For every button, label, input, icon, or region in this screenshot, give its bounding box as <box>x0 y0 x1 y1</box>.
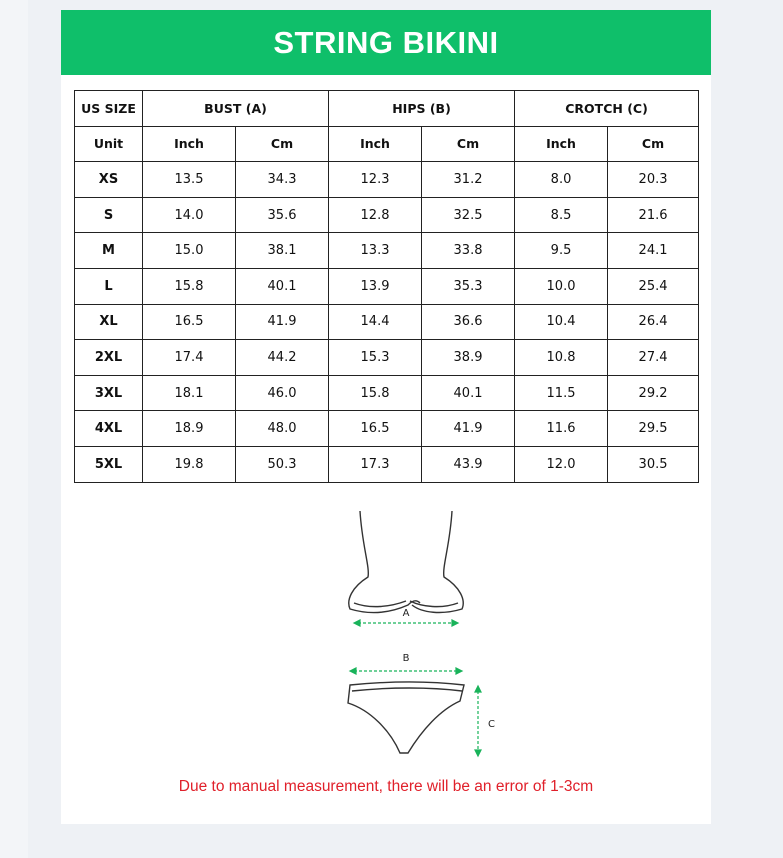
table-cell: 8.5 <box>515 197 608 233</box>
size-label: 4XL <box>75 411 143 447</box>
table-cell: 33.8 <box>422 233 515 269</box>
table-row <box>75 446 699 482</box>
table-cell: 29.2 <box>608 375 699 411</box>
bikini-measurement-diagram <box>330 505 510 765</box>
table-cell: 15.3 <box>329 340 422 376</box>
table-cell: 12.8 <box>329 197 422 233</box>
table-cell: 46.0 <box>236 375 329 411</box>
table-cell: 50.3 <box>236 446 329 482</box>
size-label: S <box>75 197 143 233</box>
unit-cell: Inch <box>329 126 422 162</box>
table-cell: 13.9 <box>329 268 422 304</box>
size-label: 3XL <box>75 375 143 411</box>
size-label: L <box>75 268 143 304</box>
size-label: M <box>75 233 143 269</box>
measure-c-icon <box>475 686 481 756</box>
table-cell: 25.4 <box>608 268 699 304</box>
table-cell: 9.5 <box>515 233 608 269</box>
table-cell: 14.4 <box>329 304 422 340</box>
table-cell: 16.5 <box>143 304 236 340</box>
table-cell: 11.5 <box>515 375 608 411</box>
unit-label: Unit <box>75 126 143 162</box>
table-row <box>75 375 699 411</box>
table-cell: 43.9 <box>422 446 515 482</box>
table-cell: 36.6 <box>422 304 515 340</box>
table-cell: 13.5 <box>143 162 236 198</box>
measure-a-icon <box>354 620 458 626</box>
table-cell: 35.3 <box>422 268 515 304</box>
table-row <box>75 162 699 198</box>
table-cell: 15.0 <box>143 233 236 269</box>
header-bust: BUST (A) <box>143 91 329 127</box>
label-c: C <box>488 719 495 730</box>
unit-cell: Cm <box>608 126 699 162</box>
table-cell: 21.6 <box>608 197 699 233</box>
table-cell: 16.5 <box>329 411 422 447</box>
measure-b-icon <box>350 668 462 674</box>
unit-cell: Inch <box>143 126 236 162</box>
table-cell: 29.5 <box>608 411 699 447</box>
table-cell: 41.9 <box>236 304 329 340</box>
table-cell: 27.4 <box>608 340 699 376</box>
unit-cell: Cm <box>236 126 329 162</box>
title-banner <box>61 10 711 75</box>
table-cell: 10.4 <box>515 304 608 340</box>
table-cell: 38.9 <box>422 340 515 376</box>
group-header-row <box>75 91 699 127</box>
table-cell: 10.0 <box>515 268 608 304</box>
table-cell: 17.3 <box>329 446 422 482</box>
table-cell: 18.9 <box>143 411 236 447</box>
table-cell: 44.2 <box>236 340 329 376</box>
unit-cell: Cm <box>422 126 515 162</box>
table-row <box>75 197 699 233</box>
table-cell: 30.5 <box>608 446 699 482</box>
table-cell: 26.4 <box>608 304 699 340</box>
table-row <box>75 340 699 376</box>
table-cell: 35.6 <box>236 197 329 233</box>
table-cell: 12.0 <box>515 446 608 482</box>
unit-row <box>75 126 699 162</box>
table-cell: 14.0 <box>143 197 236 233</box>
table-cell: 40.1 <box>236 268 329 304</box>
label-a: A <box>402 608 410 619</box>
table-cell: 31.2 <box>422 162 515 198</box>
header-hips: HIPS (B) <box>329 91 515 127</box>
table-row <box>75 304 699 340</box>
header-us-size: US SIZE <box>75 91 143 127</box>
header-crotch: CROTCH (C) <box>515 91 699 127</box>
page-title: STRING BIKINI <box>273 24 499 60</box>
table-row <box>75 233 699 269</box>
size-label: 5XL <box>75 446 143 482</box>
table-cell: 19.8 <box>143 446 236 482</box>
table-cell: 41.9 <box>422 411 515 447</box>
table-cell: 8.0 <box>515 162 608 198</box>
table-row <box>75 268 699 304</box>
table-cell: 20.3 <box>608 162 699 198</box>
table-cell: 12.3 <box>329 162 422 198</box>
unit-cell: Inch <box>515 126 608 162</box>
label-b: B <box>402 653 410 664</box>
bikini-bottom-icon <box>348 682 464 753</box>
table-cell: 11.6 <box>515 411 608 447</box>
size-table <box>74 90 699 483</box>
table-cell: 13.3 <box>329 233 422 269</box>
measurement-note: Due to manual measurement, there will be an error of 1-3cm <box>178 778 594 795</box>
table-cell: 34.3 <box>236 162 329 198</box>
table-cell: 38.1 <box>236 233 329 269</box>
size-label: 2XL <box>75 340 143 376</box>
table-cell: 48.0 <box>236 411 329 447</box>
table-row <box>75 411 699 447</box>
size-label: XS <box>75 162 143 198</box>
table-cell: 18.1 <box>143 375 236 411</box>
table-cell: 17.4 <box>143 340 236 376</box>
table-cell: 40.1 <box>422 375 515 411</box>
table-cell: 24.1 <box>608 233 699 269</box>
size-label: XL <box>75 304 143 340</box>
table-cell: 15.8 <box>329 375 422 411</box>
bikini-top-icon <box>349 511 463 612</box>
table-cell: 10.8 <box>515 340 608 376</box>
table-cell: 15.8 <box>143 268 236 304</box>
left-margin <box>0 0 28 858</box>
table-cell: 32.5 <box>422 197 515 233</box>
